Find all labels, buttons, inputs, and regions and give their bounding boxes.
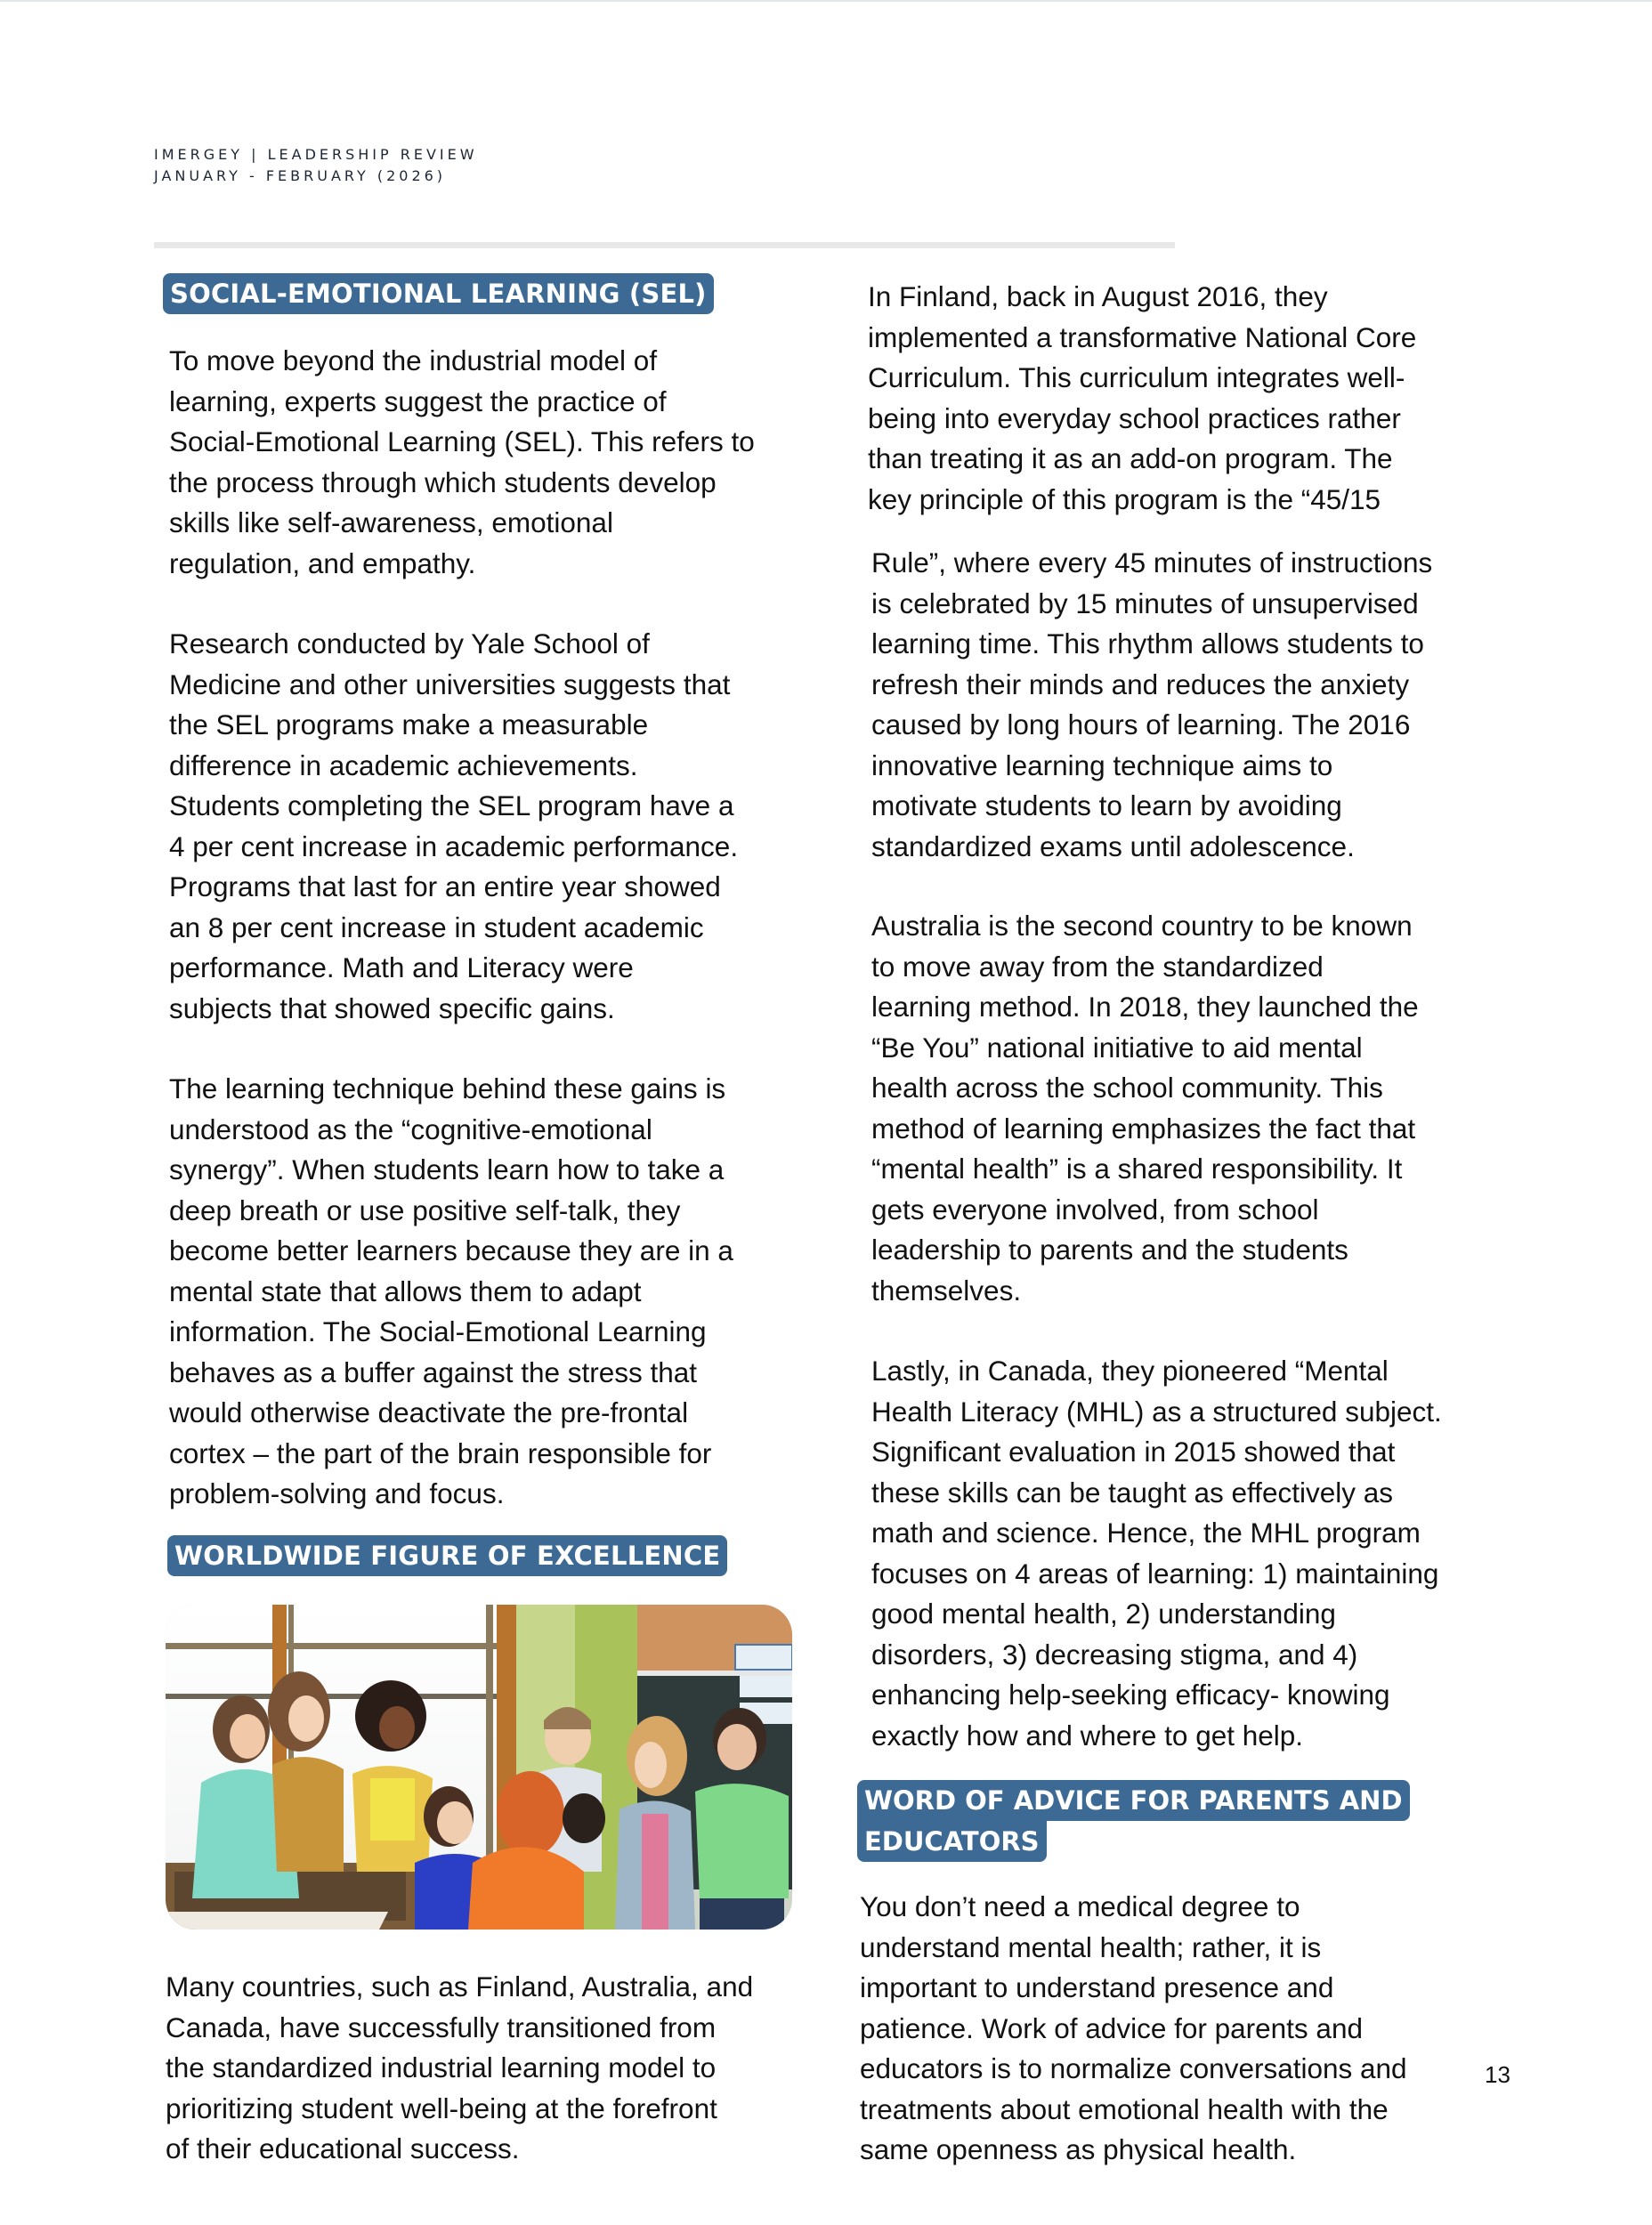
section-heading-advice xyxy=(857,1780,1410,1862)
advice-heading-line1: WORD OF ADVICE FOR PARENTS AND xyxy=(857,1780,1410,1821)
section-heading-sel: SOCIAL-EMOTIONAL LEARNING (SEL) xyxy=(163,273,714,314)
advice-heading-line2: EDUCATORS xyxy=(857,1821,1047,1862)
australia-paragraph: Australia is the second country to be known to move away from the standardized learning method. In 2018, they launched the “Be You” national initiative to aid mental health across the school community. This method of learning emphasizes the fact that “mental health” is a shared responsibility. It gets everyone involved, from school leadership to parents and the students themselves. xyxy=(871,910,1419,1307)
classroom-illustration xyxy=(166,1605,792,1930)
top-border xyxy=(0,0,1652,2)
section-heading-worldwide: WORLDWIDE FIGURE OF EXCELLENCE xyxy=(167,1535,727,1576)
canada-paragraph: Lastly, in Canada, they pioneered “Mental Health Literacy (MHL) as a structured subject. Significant evaluation in 2015 showed that these skills can be taught as effectively as math and science. Hence, the MHL program focuses on 4 areas of learning: 1) maintaining good mental health, 2) understanding disorders, 3) decreasing stigma, and 4) enhancing help-seeking efficacy- knowing exactly how and where to get help. xyxy=(871,1355,1442,1752)
classroom-photo xyxy=(166,1605,792,1930)
advice-paragraph: You don’t need a medical degree to understand mental health; rather, it is important to understand presence and patience. Work of advice for parents and educators is to normalize conversations and treatments about emotional health with the same openness as physical health. xyxy=(860,1890,1407,2165)
sel-research-paragraph: Research conducted by Yale School of Medicine and other universities suggests that the SEL programs make a measurable difference in academic achievements. Students completing the SEL program have a 4 per cent increase in academic performance. Programs that last for an entire year showed an 8 per cent increase in student academic performance. Math and Literacy were subjects that showed specific gains. xyxy=(169,627,739,1024)
worldwide-paragraph: Many countries, such as Finland, Australia, and Canada, have successfully transitioned from the standardized industrial learning model to prioritizing student well-being at the forefront of their educational success. xyxy=(166,1970,754,2164)
issue-date: JANUARY - FEBRUARY (2026) xyxy=(154,167,447,184)
sel-technique-paragraph: The learning technique behind these gains is understood as the “cognitive-emotional synergy”. When students learn how to take a deep breath or use positive self-talk, they become better learners because they are in a mental state that allows them to adapt information. The Social-Emotional Learning behaves as a buffer against the stress that would otherwise deactivate the pre-frontal cortex – the part of the brain responsible for problem-solving and focus. xyxy=(169,1072,733,1509)
finland-paragraph-part2: Rule”, where every 45 minutes of instructions is celebrated by 15 minutes of unsupervised learning time. This rhythm allows students to refresh their minds and reduces the anxiety caused by long hours of learning. The 2016 innovative learning technique aims to motivate students to learn by avoiding standardized exams until adolescence. xyxy=(871,546,1433,862)
finland-paragraph-part1: In Finland, back in August 2016, they implemented a transformative National Core Curriculum. This curriculum integrates well- being into everyday school practices rather than treating it as an add-on program. The key principle of this program is the “45/15 xyxy=(868,280,1417,515)
header-divider xyxy=(154,242,1175,248)
publication-title: IMERGEY | LEADERSHIP REVIEW xyxy=(154,146,478,163)
masthead xyxy=(154,144,478,187)
sel-intro-paragraph: To move beyond the industrial model of learning, experts suggest the practice of Social-Emotional Learning (SEL). This refers to the process through which students develop skills like self-awareness, emotional regulation, and empathy. xyxy=(169,344,755,579)
page-number: 13 xyxy=(1485,2061,1510,2088)
